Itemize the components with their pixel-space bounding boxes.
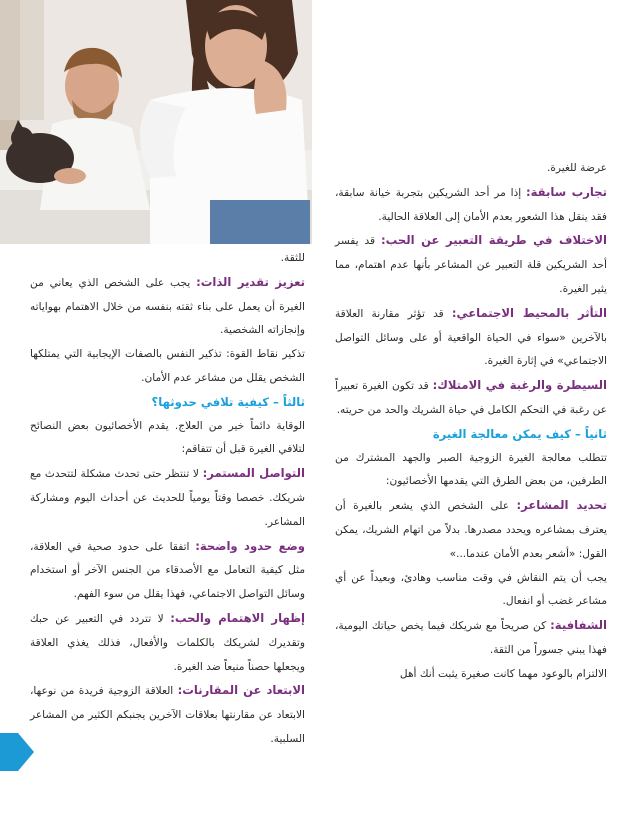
term: الابتعاد عن المقارنات:	[177, 683, 305, 698]
term: التواصل المستمر:	[202, 466, 305, 481]
term: إظهار الاهتمام والحب:	[170, 610, 305, 625]
paragraph: الالتزام بالوعود مهما كانت صغيرة يثبت أنك أهل	[399, 667, 607, 680]
right-column	[335, 157, 607, 687]
term: تحديد المشاعر:	[516, 498, 607, 513]
paragraph: الشفافية: كن صريحاً مع شريكك فيما يخص حياتك اليومية، فهذا يبني جسوراً من الثقة.	[335, 618, 607, 656]
term: الشفافية:	[550, 618, 607, 633]
paragraph: السيطرة والرغبة في الامتلاك: قد تكون الغيرة تعبيراً عن رغبة في التحكم الكامل في حياة الشريك والحد من حريته.	[335, 378, 607, 416]
page-tab-shape	[0, 733, 34, 771]
paragraph: الابتعاد عن المقارنات: العلاقة الزوجية فريدة من نوعها، الابتعاد عن مقارنتها بعلاقات الآخرين يجنبكم الكثير من المشاعر السلبية.	[30, 683, 305, 745]
term: السيطرة والرغبة في الامتلاك:	[432, 378, 607, 393]
page-tab-marker	[0, 733, 34, 771]
paragraph: التأثر بالمحيط الاجتماعي: قد تؤثر مقارنة العلاقة بالآخرين «سواء في الحياة الواقعية أو على وسائل التواصل الاجتماعي» في إثارة الغيرة.	[335, 305, 607, 368]
paragraph: الاختلاف في طريقة التعبير عن الحب: قد يفسر أحد الشريكين قلة التعبير عن المشاعر بأنها عدم اهتمام، مما يثير الغيرة.	[335, 233, 608, 295]
paragraph: عرضة للغيرة.	[546, 162, 607, 174]
term: تجارب سابقة:	[526, 184, 607, 199]
paragraph: الوقاية دائماً خير من العلاج. يقدم الأخصائيون بعض النصائح لتلافي الغيرة قبل أن تتفاقم:	[30, 419, 305, 456]
paragraph: تتطلب معالجة الغيرة الزوجية الصبر والجهد المشترك من الطرفين، من بعض الطرق التي يقدمها الأخصائيون:	[335, 451, 607, 488]
term: التأثر بالمحيط الاجتماعي:	[451, 305, 607, 320]
paragraph: تذكير نقاط القوة: تذكير النفس بالصفات الإيجابية التي يمتلكها الشخص يقلل من مشاعر عدم الأمان.	[30, 348, 305, 384]
term: الاختلاف في طريقة التعبير عن الحب:	[380, 233, 608, 248]
paragraph: تحديد المشاعر: على الشخص الذي يشعر بالغيرة أن يعترف بمشاعره ويحدد مصدرها. بدلاً من اتهام الشريك، يمكن القول: «أشعر بعدم الأمان عندما...»	[335, 498, 607, 560]
paragraph: تعزيز تقدير الذات: يجب على الشخص الذي يعاني من الغيرة أن يعمل على بناء ثقته بنفسه من خلال الاهتمام بهواياته وإنجازاته الشخصية.	[30, 274, 305, 337]
couple-on-sofa-photo	[0, 0, 312, 244]
term: وضع حدود واضحة:	[195, 538, 305, 553]
paragraph: وضع حدود واضحة: اتفقا على حدود صحية في العلاقة، مثل كيفية التعامل مع الأصدقاء من الجنس الآخر أو استخدام وسائل التواصل الاجتماعي، فهذا يقلل من سوء الفهم.	[30, 538, 305, 601]
paragraph: للثقة.	[280, 252, 305, 264]
paragraph: إظهار الاهتمام والحب: لا تتردد في التعبير عن حبك وتقديرك لشريكك بالكلمات والأفعال، فذلك يغذي العلاقة ويجعلها حصناً منيعاً ضد الغيرة.	[30, 610, 305, 673]
left-column	[30, 247, 305, 752]
term: تعزيز تقدير الذات:	[196, 274, 305, 289]
paragraph: يجب أن يتم النقاش في وقت مناسب وهادئ، وبعيداً عن أي مشاعر غضب أو انفعال.	[335, 571, 607, 608]
section-heading: ثالثاً – كيفية تلافي حدوثها؟	[151, 394, 305, 409]
section-heading: ثانياً – كيف يمكن معالجة الغيرة	[432, 426, 607, 441]
paragraph: التواصل المستمر: لا تنتظر حتى تحدث مشكلة لتتحدث مع شريكك. خصصا وقتاً يومياً للحديث عن أحداث اليوم ومشاركة المشاعر.	[30, 466, 305, 528]
paragraph: تجارب سابقة: إذا مر أحد الشريكين بتجربة خيانة سابقة، فقد ينقل هذا الشعور بعدم الأمان إلى العلاقة الحالية.	[335, 184, 607, 223]
photo-illustration	[0, 0, 312, 244]
